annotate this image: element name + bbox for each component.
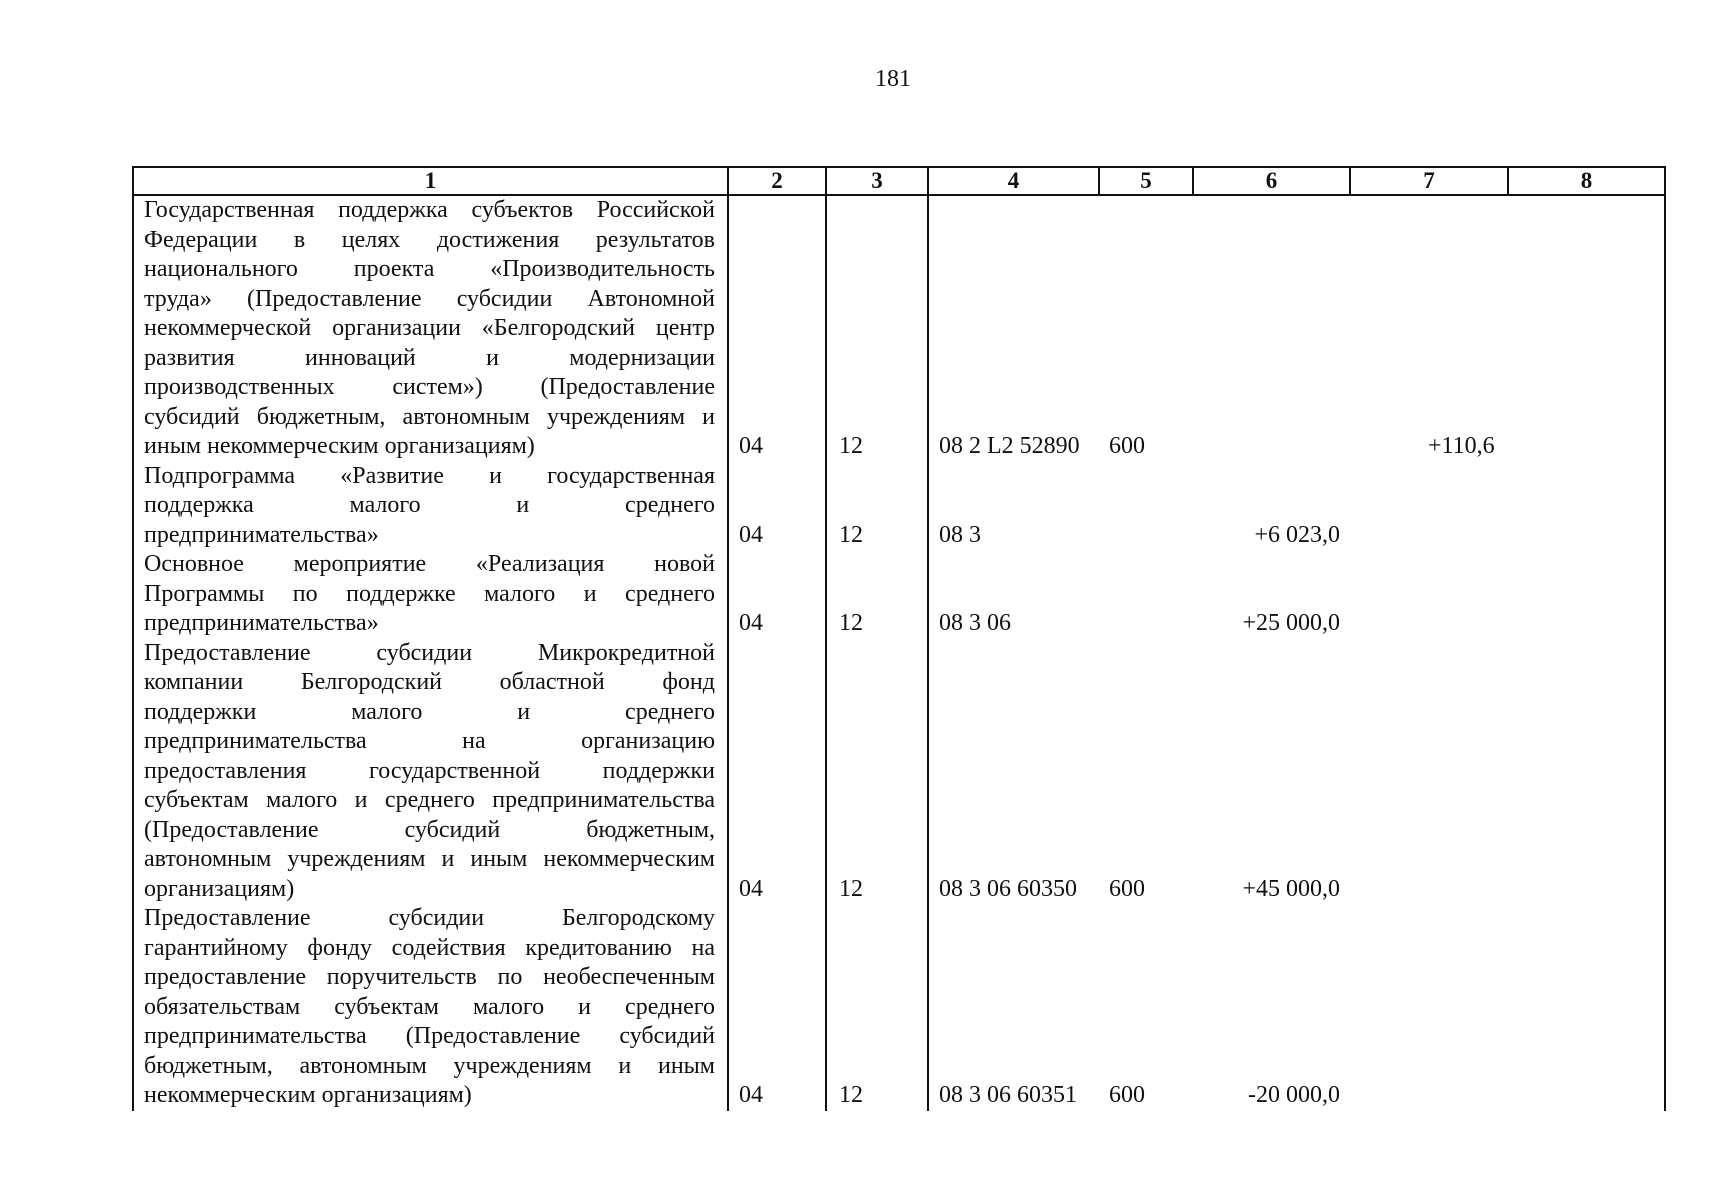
section-code: 04 bbox=[728, 195, 826, 462]
amount-col-7: +110,6 bbox=[1428, 433, 1495, 459]
amount-col-6 bbox=[1193, 195, 1350, 462]
description-line: предпринимательства на организацию bbox=[144, 728, 715, 754]
expense-type-code: 600 bbox=[1109, 875, 1145, 902]
description-line: предпринимательства» bbox=[144, 521, 379, 548]
expense-type-code: 600 bbox=[1109, 433, 1145, 459]
row-description bbox=[133, 195, 728, 462]
description-line: развития инноваций и модернизации bbox=[144, 344, 715, 371]
description-line: автономным учреждениям и иным некоммерческим bbox=[144, 846, 715, 872]
description-line: Подпрограмма «Развитие и государственная bbox=[144, 462, 715, 489]
description-line: национального проекта «Производительность bbox=[144, 256, 715, 282]
header-col-6: 6 bbox=[1193, 167, 1350, 195]
amount-col-7 bbox=[1350, 904, 1508, 1111]
table-row bbox=[133, 639, 1665, 905]
subsection-code: 12 bbox=[826, 639, 928, 905]
description-line: поддержка малого и среднего bbox=[144, 492, 715, 518]
description-line: некоммерческой организации «Белгородский центр bbox=[144, 315, 715, 341]
table-body bbox=[133, 195, 1665, 1111]
description-line: Основное мероприятие «Реализация новой bbox=[144, 551, 715, 577]
description-line: Предоставление субсидии Белгородскому bbox=[144, 905, 715, 931]
description-line: Программы по поддержке малого и среднего bbox=[144, 580, 715, 607]
expense-type-code: 600 bbox=[1109, 1082, 1145, 1108]
amount-col-7 bbox=[1350, 462, 1508, 551]
table-header bbox=[133, 167, 1665, 195]
row-description bbox=[133, 639, 728, 905]
description-line: предпринимательства» bbox=[144, 610, 379, 636]
description-line: бюджетным, автономным учреждениям и иным bbox=[144, 1052, 715, 1079]
budget-table bbox=[132, 166, 1666, 1111]
description-line: некоммерческим организациям) bbox=[144, 1082, 472, 1108]
amount-col-7 bbox=[1350, 550, 1508, 639]
table-row bbox=[133, 904, 1665, 1111]
description-line: поддержки малого и среднего bbox=[144, 698, 715, 725]
row-description bbox=[133, 550, 728, 639]
row-description bbox=[133, 904, 728, 1111]
amount-col-8 bbox=[1508, 639, 1665, 905]
table-row bbox=[133, 462, 1665, 551]
description-line: Федерации в целях достижения результатов bbox=[144, 226, 715, 253]
description-line: компании Белгородский областной фонд bbox=[144, 669, 715, 695]
description-line: организациям) bbox=[144, 875, 295, 902]
header-col-5: 5 bbox=[1099, 167, 1193, 195]
table-row bbox=[133, 550, 1665, 639]
description-line: иным некоммерческим организациям) bbox=[144, 433, 535, 459]
description-line: производственных систем») (Предоставление bbox=[144, 374, 715, 400]
description-line: Государственная поддержка субъектов Российской bbox=[144, 197, 715, 223]
description-line: Предоставление субсидии Микрокредитной bbox=[144, 639, 715, 666]
description-line: обязательствам субъектам малого и среднего bbox=[144, 993, 715, 1020]
amount-col-6: +45 000,0 bbox=[1242, 875, 1340, 902]
target-article-code: 08 3 06 60350 bbox=[928, 639, 1099, 905]
amount-col-6: +25 000,0 bbox=[1242, 610, 1340, 636]
subsection-code: 12 bbox=[826, 195, 928, 462]
header-col-1: 1 bbox=[133, 167, 728, 195]
expense-type-code bbox=[1099, 550, 1193, 639]
target-article-code: 08 3 06 bbox=[928, 550, 1099, 639]
target-article-code: 08 3 bbox=[928, 462, 1099, 551]
description-line: предоставление поручительств по необеспеченным bbox=[144, 964, 715, 990]
amount-col-8 bbox=[1508, 904, 1665, 1111]
section-code: 04 bbox=[728, 904, 826, 1111]
header-col-2: 2 bbox=[728, 167, 826, 195]
description-line: субъектам малого и среднего предпринимательства bbox=[144, 787, 715, 813]
header-col-4: 4 bbox=[928, 167, 1099, 195]
section-code: 04 bbox=[728, 550, 826, 639]
expense-type-code bbox=[1099, 462, 1193, 551]
amount-col-8 bbox=[1508, 550, 1665, 639]
amount-col-6: +6 023,0 bbox=[1254, 521, 1340, 548]
target-article-code: 08 2 L2 52890 bbox=[928, 195, 1099, 462]
section-code: 04 bbox=[728, 639, 826, 905]
subsection-code: 12 bbox=[826, 904, 928, 1111]
row-description bbox=[133, 462, 728, 551]
subsection-code: 12 bbox=[826, 550, 928, 639]
header-col-8: 8 bbox=[1508, 167, 1665, 195]
description-line: предпринимательства (Предоставление субсидий bbox=[144, 1023, 715, 1049]
amount-col-8 bbox=[1508, 195, 1665, 462]
amount-col-6: -20 000,0 bbox=[1248, 1082, 1340, 1108]
table-row bbox=[133, 195, 1665, 462]
page-number: 181 bbox=[875, 66, 911, 92]
section-code: 04 bbox=[728, 462, 826, 551]
header-col-7: 7 bbox=[1350, 167, 1508, 195]
description-line: труда» (Предоставление субсидии Автономной bbox=[144, 285, 715, 312]
amount-col-8 bbox=[1508, 462, 1665, 551]
target-article-code: 08 3 06 60351 bbox=[928, 904, 1099, 1111]
amount-col-7 bbox=[1350, 639, 1508, 905]
description-line: (Предоставление субсидий бюджетным, bbox=[144, 816, 715, 843]
description-line: гарантийному фонду содействия кредитованию на bbox=[144, 934, 715, 961]
description-line: субсидий бюджетным, автономным учреждениям и bbox=[144, 403, 715, 430]
header-col-3: 3 bbox=[826, 167, 928, 195]
subsection-code: 12 bbox=[826, 462, 928, 551]
description-line: предоставления государственной поддержки bbox=[144, 757, 715, 784]
